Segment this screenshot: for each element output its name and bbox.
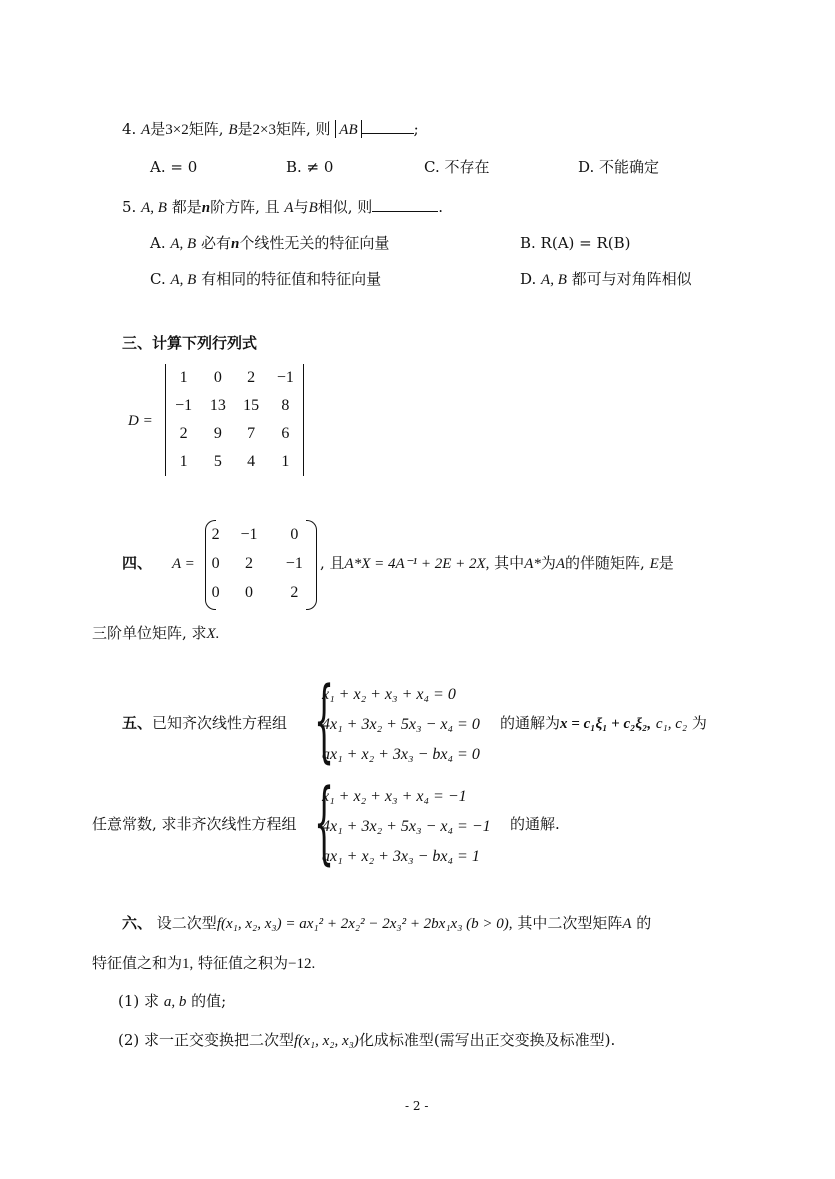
det-row: 1 0 2 −1: [179, 369, 294, 386]
nonhomogeneous-system: [322, 782, 491, 872]
q5-option-c: C. A, B 有相同的特征值和特征向量: [150, 270, 382, 288]
abs-det-expr: AB: [335, 120, 361, 138]
section-4-title: 四、: [122, 554, 153, 572]
equation: ax₁ + x₂ + 3x₃ − bx₄ = 0: [322, 746, 480, 763]
right-paren: [306, 520, 317, 610]
matrix-row: 0 2 −1: [211, 554, 303, 572]
equation: ax₁ + x₂ + 3x₃ − bx₄ = 1: [322, 848, 480, 865]
det-row: 1 5 4 1: [179, 453, 290, 470]
section-3-title: 三、计算下列行列式: [122, 334, 258, 352]
homogeneous-system: [322, 680, 480, 770]
q5-option-b: B. R(A) = R(B): [520, 234, 631, 252]
section-4-condition: , 且A*X = 4A⁻¹ + 2E + 2X, 其中A*为A的伴随矩阵, E是: [320, 554, 674, 572]
left-paren: [205, 520, 216, 610]
equation: 4x₁ + 3x₂ + 5x₃ − x₄ = −1: [322, 818, 491, 835]
q4-stem: 4. A是3×2矩阵, B是2×3矩阵, 则 AB ;: [122, 120, 419, 138]
matrix-a: [205, 520, 317, 608]
determinant: [165, 364, 304, 476]
section-6-line2: 特征值之和为1, 特征值之积为−12.: [92, 954, 316, 972]
q4-option-c: C. 不存在: [424, 158, 490, 176]
section-5-end: 的通解.: [510, 815, 560, 833]
det-lhs: D =: [128, 413, 153, 429]
page-number: - 2 -: [405, 1099, 429, 1113]
q4-option-b: B. ≠ 0: [286, 158, 334, 176]
section-5-intro: 五、已知齐次线性方程组: [122, 714, 288, 732]
det-row: 2 9 7 6: [179, 425, 290, 442]
answer-blank[interactable]: [372, 211, 438, 212]
matrix-row: 2 −1 0: [211, 525, 299, 543]
left-brace: {: [314, 668, 335, 773]
matrix-row: 0 0 2: [211, 583, 299, 601]
section-4-line2: 三阶单位矩阵, 求X.: [92, 624, 220, 642]
section-5-solution: 的通解为x = c₁ξ₁ + c₂ξ₂, c₁, c₂ 为: [500, 714, 707, 732]
equation: 4x₁ + 3x₂ + 5x₃ − x₄ = 0: [322, 716, 480, 733]
section-5-line2: 任意常数, 求非齐次线性方程组: [92, 815, 297, 833]
equation: x₁ + x₂ + x₃ + x₄ = −1: [322, 788, 467, 805]
section-6-part-2: (2) 求一正交变换把二次型f(x₁, x₂, x₃)化成标准型(需写出正交变换及标准型).: [118, 1031, 616, 1049]
q4-option-d: D. 不能确定: [578, 158, 660, 176]
left-brace: {: [314, 770, 335, 875]
q5-stem: 5. A, B 都是n阶方阵, 且 A与B相似, 则 .: [122, 198, 444, 216]
q5-option-d: D. A, B 都可与对角阵相似: [520, 270, 692, 288]
section-6-stem: 六、 设二次型f(x₁, x₂, x₃) = ax₁² + 2x₂² − 2x₃² + 2bx₁x₃ (b > 0), 其中二次型矩阵A 的: [122, 914, 652, 932]
matrix-lhs: A =: [172, 556, 195, 572]
section-6-part-1: (1) 求 a, b 的值;: [118, 992, 227, 1010]
det-row: −1 13 15 8: [175, 397, 290, 414]
answer-blank[interactable]: [362, 133, 414, 134]
equation: x₁ + x₂ + x₃ + x₄ = 0: [322, 686, 456, 703]
q5-option-a: A. A, B 必有n个线性无关的特征向量: [150, 234, 390, 252]
q4-option-a: A. = 0: [150, 158, 198, 176]
